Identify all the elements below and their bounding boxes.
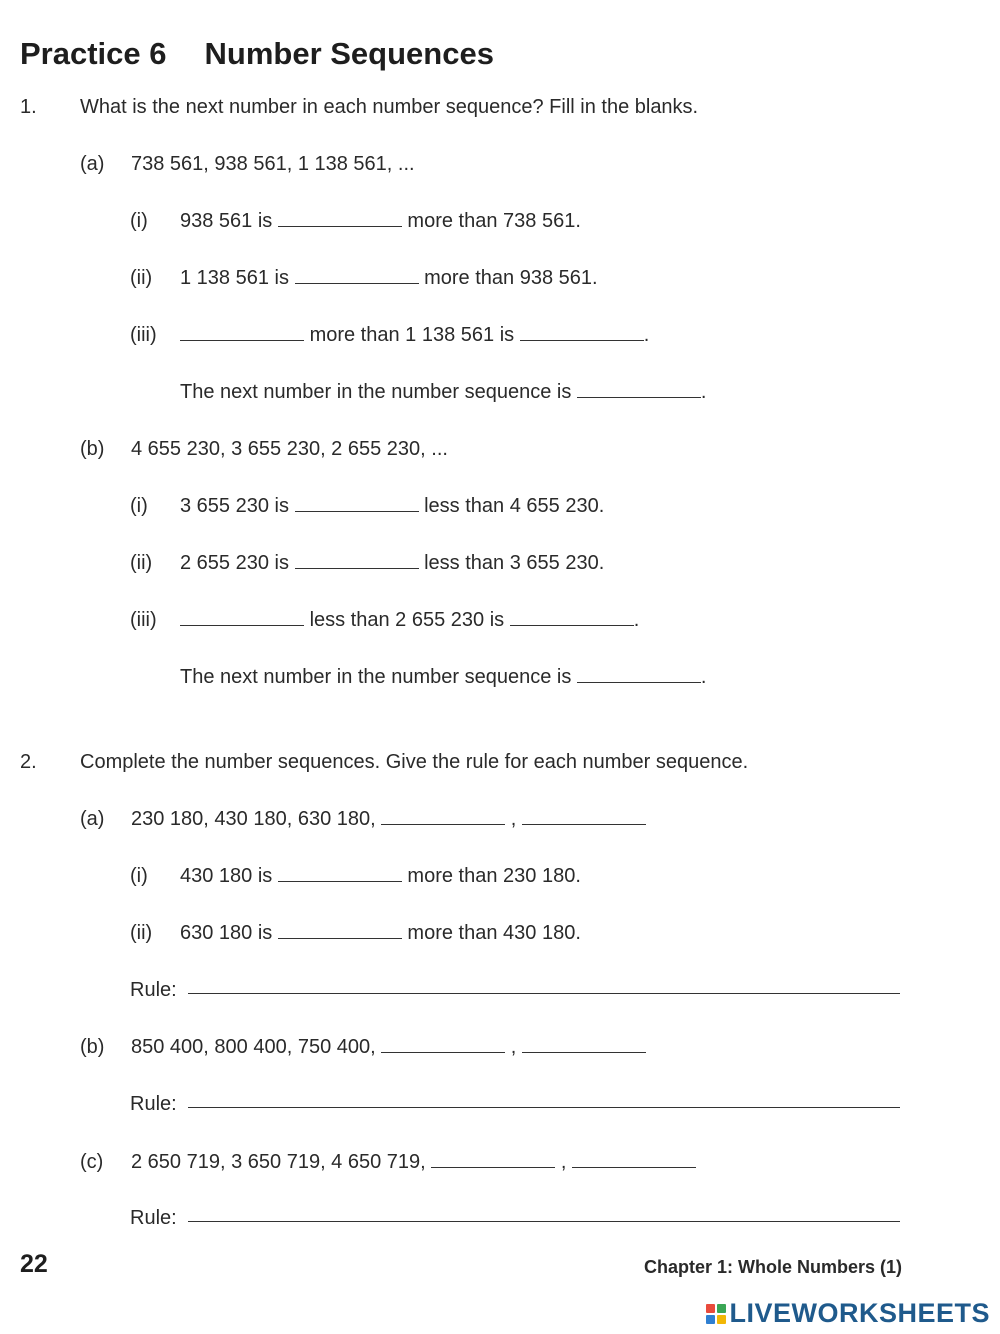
q2b-rule-label: Rule:: [130, 1093, 177, 1115]
q2b-row: [131, 1035, 646, 1059]
q1a-iii-mid: more than 1 138 561 is: [309, 324, 515, 346]
q1b-next-row: [180, 665, 706, 689]
q1b-iii-mid: less than 2 655 230 is: [309, 609, 505, 631]
q2b-sequence: 850 400, 800 400, 750 400,: [131, 1036, 376, 1058]
q2b-blank-1[interactable]: [381, 1036, 505, 1053]
practice-label: Practice 6: [20, 36, 167, 71]
q2a-comma: ,: [510, 808, 517, 830]
q2b-label: (b): [80, 1036, 105, 1058]
q2-number: 2.: [20, 751, 37, 773]
q2b-rule-line[interactable]: [188, 1107, 900, 1108]
logo-square-icon: [717, 1315, 726, 1324]
q1a-i-row: [180, 209, 581, 233]
q2c-comma: ,: [560, 1151, 567, 1173]
q1b-ii-pre: 2 655 230 is: [180, 552, 289, 574]
q1b-label: (b): [80, 438, 105, 460]
q1a-i-blank[interactable]: [278, 210, 402, 227]
q1b-i-row: [180, 494, 604, 518]
q2a-i-row: [180, 864, 581, 888]
q1b-next-end: .: [700, 666, 707, 688]
q1b-iii-label: (iii): [130, 609, 157, 631]
q2a-i-label: (i): [130, 865, 148, 887]
q1b-ii-label: (ii): [130, 552, 153, 574]
q1b-i-label: (i): [130, 495, 148, 517]
q1a-ii-label: (ii): [130, 267, 153, 289]
q2a-ii-label: (ii): [130, 922, 153, 944]
q2c-rule-line[interactable]: [188, 1221, 900, 1222]
chapter-title: Chapter 1: Whole Numbers (1): [643, 1257, 902, 1277]
logo-square-icon: [706, 1315, 715, 1324]
q2a-rule-label: Rule:: [130, 979, 177, 1001]
q1b-iii-row: [180, 608, 639, 632]
q1a-i-pre: 938 561 is: [180, 210, 273, 232]
q1a-iii-row: [180, 323, 649, 347]
q1a-next-text: The next number in the number sequence is: [180, 381, 572, 403]
q2b-blank-2[interactable]: [522, 1036, 646, 1053]
q2c-row: [131, 1150, 696, 1174]
q1a-next-blank[interactable]: [577, 381, 701, 398]
q1b-ii-blank[interactable]: [295, 552, 419, 569]
q1a-i-label: (i): [130, 210, 148, 232]
q1b-sequence: 4 655 230, 3 655 230, 2 655 230, ...: [131, 438, 448, 460]
q1a-iii-end: .: [643, 324, 650, 346]
q1b-iii-blank-1[interactable]: [180, 609, 304, 626]
q1-number: 1.: [20, 96, 37, 118]
liveworksheets-logo[interactable]: [706, 1298, 990, 1329]
q1a-ii-pre: 1 138 561 is: [180, 267, 289, 289]
q2c-sequence: 2 650 719, 3 650 719, 4 650 719,: [131, 1151, 426, 1173]
page-number: 22: [20, 1250, 48, 1278]
q1-prompt: What is the next number in each number sequence? Fill in the blanks.: [80, 96, 699, 118]
q1a-label: (a): [80, 153, 105, 175]
logo-grid-icon: [706, 1304, 726, 1324]
q1a-ii-blank[interactable]: [295, 267, 419, 284]
q2a-blank-1[interactable]: [381, 808, 505, 825]
q1a-iii-blank-2[interactable]: [520, 324, 644, 341]
q2a-i-post: more than 230 180.: [407, 865, 581, 887]
q2a-i-blank[interactable]: [278, 865, 402, 882]
q2-prompt: Complete the number sequences. Give the rule for each number sequence.: [80, 751, 749, 773]
q1b-iii-end: .: [633, 609, 640, 631]
q1b-i-post: less than 4 655 230.: [424, 495, 605, 517]
brand-text: LIVEWORKSHEETS: [729, 1298, 990, 1328]
q2a-i-pre: 430 180 is: [180, 865, 273, 887]
q2a-sequence: 230 180, 430 180, 630 180,: [131, 808, 376, 830]
page-title: [20, 36, 494, 72]
q2a-row: [131, 807, 646, 831]
q1b-i-pre: 3 655 230 is: [180, 495, 289, 517]
q2a-label: (a): [80, 808, 105, 830]
q1b-iii-blank-2[interactable]: [510, 609, 634, 626]
q1a-next-row: [180, 380, 706, 404]
q2c-label: (c): [80, 1151, 104, 1173]
q1a-next-end: .: [700, 381, 707, 403]
q2b-comma: ,: [510, 1036, 517, 1058]
q2a-rule-line[interactable]: [188, 993, 900, 994]
q2c-rule-label: Rule:: [130, 1207, 177, 1229]
logo-square-icon: [706, 1304, 715, 1313]
q1a-ii-row: [180, 266, 598, 290]
q2a-ii-post: more than 430 180.: [407, 922, 581, 944]
title-text: Number Sequences: [204, 36, 494, 71]
q1b-ii-row: [180, 551, 604, 575]
q2c-blank-2[interactable]: [572, 1151, 696, 1168]
q1a-iii-blank-1[interactable]: [180, 324, 304, 341]
q2c-blank-1[interactable]: [431, 1151, 555, 1168]
q1a-iii-label: (iii): [130, 324, 157, 346]
logo-square-icon: [717, 1304, 726, 1313]
q2a-ii-blank[interactable]: [278, 922, 402, 939]
q2a-ii-pre: 630 180 is: [180, 922, 273, 944]
q1a-i-post: more than 738 561.: [407, 210, 581, 232]
q1a-sequence: 738 561, 938 561, 1 138 561, ...: [131, 153, 415, 175]
q2a-ii-row: [180, 921, 581, 945]
q1b-next-blank[interactable]: [577, 666, 701, 683]
q1b-next-text: The next number in the number sequence is: [180, 666, 572, 688]
q1b-ii-post: less than 3 655 230.: [424, 552, 605, 574]
q2a-blank-2[interactable]: [522, 808, 646, 825]
q1b-i-blank[interactable]: [295, 495, 419, 512]
q1a-ii-post: more than 938 561.: [424, 267, 598, 289]
